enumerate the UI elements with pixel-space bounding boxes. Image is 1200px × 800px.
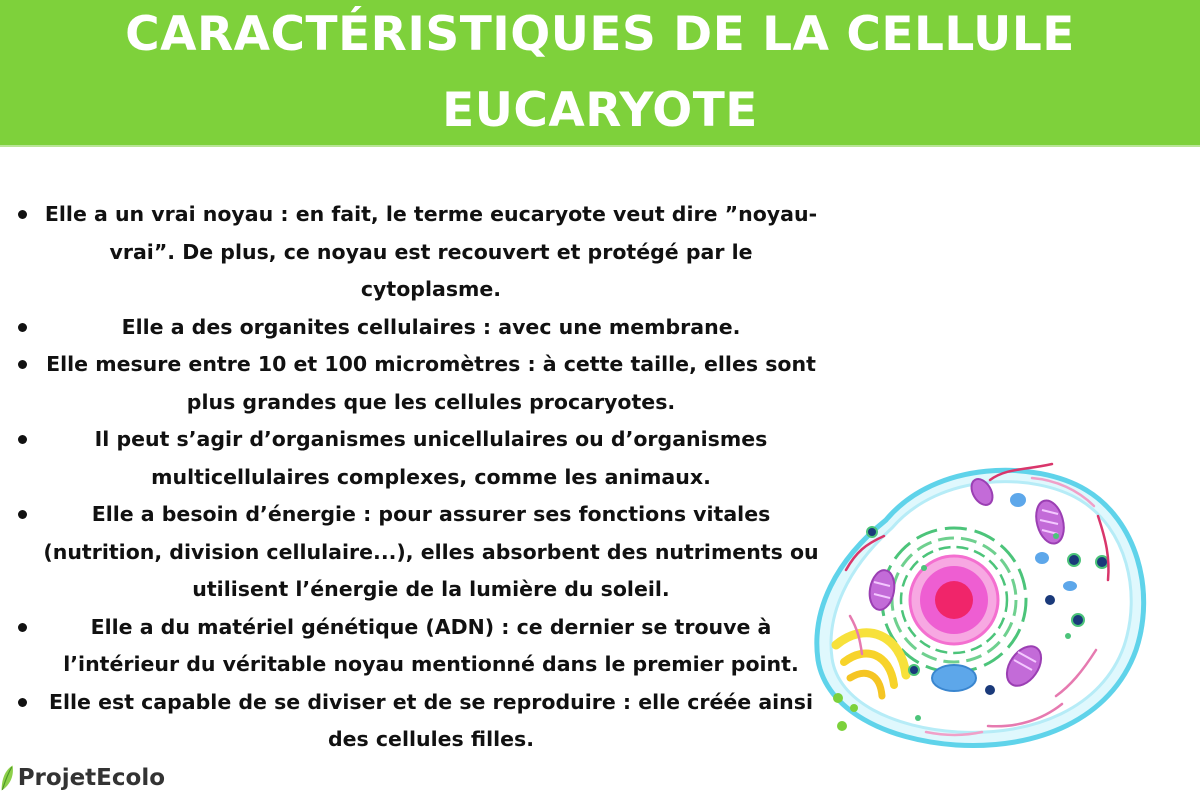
list-item-text: Elle a un vrai noyau : en fait, le terme eucaryote veut dire ”noyau-vrai”. De plus, ce noyau est recouvert et protégé par le cytoplasme. (44, 202, 818, 301)
bullet-icon (18, 623, 27, 632)
list-item-text: Elle a des organites cellulaires : avec une membrane. (121, 314, 741, 339)
list-item (14, 309, 826, 347)
list-item (14, 609, 826, 684)
list-item-text: Elle a besoin d’énergie : pour assurer ses fonctions vitales (nutrition, division cellulaire...), elles absorbent des nutriments ou utilisent l’énergie de la lumière du soleil. (43, 502, 819, 601)
page-title: CARACTÉRISTIQUES DE LA CELLULE EUCARYOTE (125, 6, 1075, 138)
bullet-icon (18, 435, 27, 444)
bullet-icon (18, 323, 27, 332)
logo-text: ProjetEcolo (17, 765, 165, 791)
list-item-text: Il peut s’agir d’organismes unicellulaires ou d’organismes multicellulaires complexes, comme les animaux. (94, 427, 768, 489)
leaf-icon (0, 760, 16, 796)
list-item (14, 496, 826, 609)
list-item (14, 421, 826, 496)
list-item (14, 346, 826, 421)
banner-divider (0, 145, 1200, 147)
animal-cell-illustration (806, 440, 1152, 756)
bullet-icon (18, 360, 27, 369)
list-item (14, 196, 826, 309)
list-item (14, 684, 826, 759)
bullet-icon (18, 210, 27, 219)
characteristics-list (14, 196, 826, 759)
list-item-text: Elle mesure entre 10 et 100 micromètres : à cette taille, elles sont plus grandes que les cellules procaryotes. (46, 352, 816, 414)
bullet-icon (18, 698, 27, 707)
title-banner (0, 0, 1200, 145)
list-item-text: Elle a du matériel génétique (ADN) : ce dernier se trouve à l’intérieur du véritable noyau mentionné dans le premier point. (63, 614, 799, 676)
projetecolo-logo (0, 758, 165, 798)
bullet-icon (18, 510, 27, 519)
list-item-text: Elle est capable de se diviser et de se reproduire : elle créée ainsi des cellules filles. (48, 689, 814, 751)
